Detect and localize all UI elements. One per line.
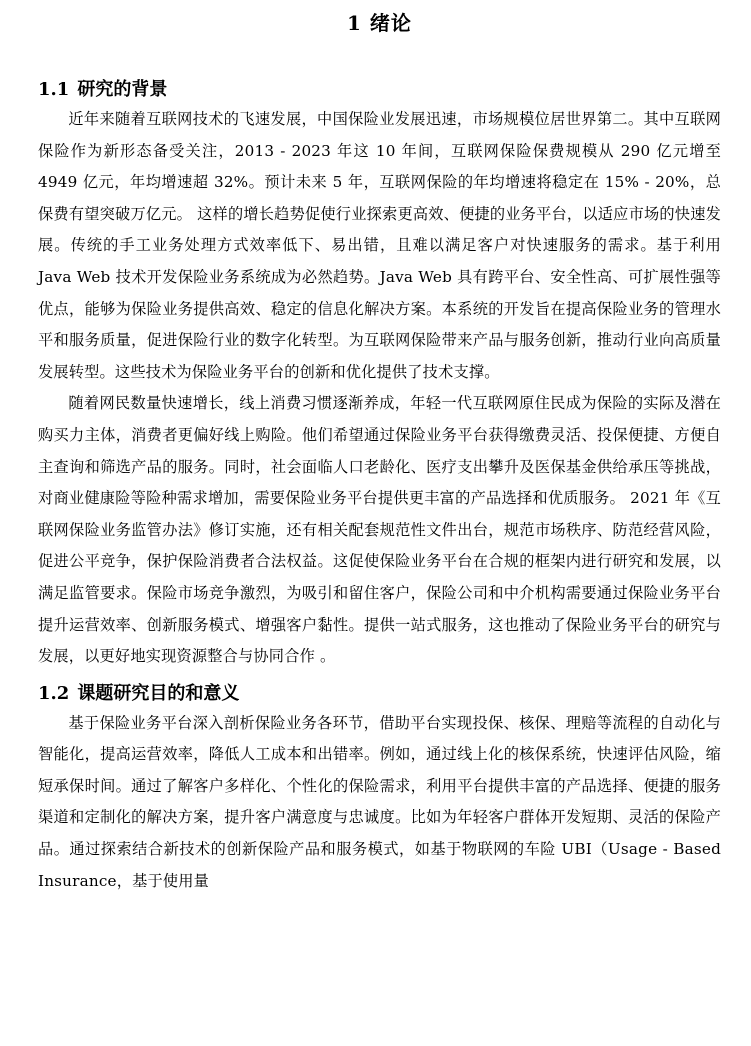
section-number: 1.2 bbox=[38, 682, 70, 704]
section-title: 研究的背景 bbox=[77, 79, 168, 100]
paragraph: 随着网民数量快速增长，线上消费习惯逐渐养成，年轻一代互联网原住民成为保险的实际及潜在购买力主体，消费者更偏好线上购险。他们希望通过保险业务平台获得缴费灵活、投保便捷、方便自主查询和筛选产品的服务。同时，社会面临人口老龄化、医疗支出攀升及医保基金供给承压等挑战，对商业健康险等险种需求增加，需要保险业务平台提供更丰富的产品选择和优质服务。 2021 年《互联网保险业务监管办法》修订实施，还有相关配套规范性文件出台，规范市场秩序、防范经营风险，促进公平竞争，保护保险消费者合法权益。这促使保险业务平台在合规的框架内进行研究和发展，以满足监管要求。保险市场竞争激烈，为吸引和留住客户，保险公司和中介机构需要通过保险业务平台提升运营效率、创新服务模式、增强客户黏性。提供一站式服务，这也推动了保险业务平台的研究与发展，以更好地实现资源整合与协同合作 。 bbox=[38, 394, 721, 666]
section-heading-1-2 bbox=[38, 682, 721, 706]
section-title: 课题研究目的和意义 bbox=[77, 682, 240, 704]
section-heading-1-1 bbox=[38, 78, 721, 102]
paragraph: 基于保险业务平台深入剖析保险业务各环节，借助平台实现投保、核保、理赔等流程的自动化与智能化，提高运营效率，降低人工成本和出错率。例如，通过线上化的核保系统，快速评估风险，缩短承保时间。通过了解客户多样化、个性化的保险需求，利用平台提供丰富的产品选择、便捷的服务渠道和定制化的解决方案，提升客户满意度与忠诚度。比如为年轻客户群体开发短期、灵活的保险产品。通过探索结合新技术的创新保险产品和服务模式，如基于物联网的车险 UBI（Usage - Based Insurance，基于使用量 bbox=[38, 713, 721, 890]
chapter-title: 1 绪论 bbox=[347, 11, 412, 35]
paragraph: 近年来随着互联网技术的飞速发展，中国保险业发展迅速，市场规模位居世界第二。其中互联网保险作为新形态备受关注，2013 - 2023 年这 10 年间，互联网保险保费规模从 290 亿元增至 4949 亿元，年均增速超 32%。预计未来 5 年，互联网保险的年均增速将稳定在 15% - 20%，总保费有望突破万亿元。 这样的增长趋势促使行业探索更高效、便捷的业务平台，以适应市场的快速发展。传统的手工业务处理方式效率低下、易出错，且难以满足客户对快速服务的需求。基于利用 Java Web 技术开发保险业务系统成为必然趋势。Java Web 具有跨平台、安全性高、可扩展性强等优点，能够为保险业务提供高效、稳定的信息化解决方案。本系统的开发旨在提高保险业务的管理水平和服务质量，促进保险行业的数字化转型。为互联网保险带来产品与服务创新，推动行业向高质量发展转型。这些技术为保险业务平台的创新和优化提供了技术支撑。 bbox=[38, 110, 721, 381]
section-number: 1.1 bbox=[38, 79, 70, 100]
